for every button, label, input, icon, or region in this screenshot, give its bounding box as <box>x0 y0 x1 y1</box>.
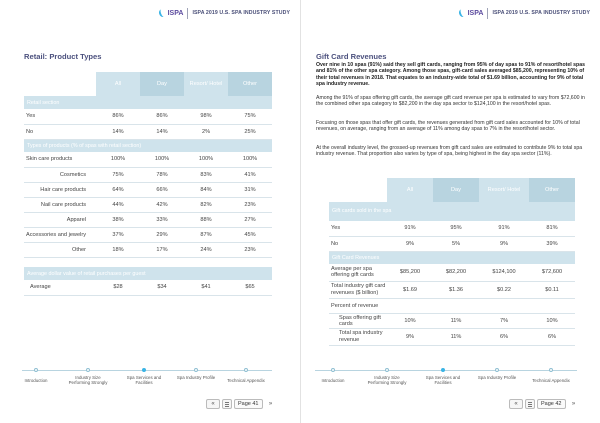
nav-item-spa-profile[interactable]: Spa Industry Profile <box>473 370 521 380</box>
table-row <box>329 236 575 251</box>
previous-page-button[interactable]: « <box>206 399 220 409</box>
contents-icon[interactable] <box>525 399 535 409</box>
ispa-logo-icon <box>458 8 467 18</box>
cell: 100% <box>140 152 184 167</box>
cell: $41 <box>184 280 228 295</box>
page-title: Gift Card Revenues <box>316 52 387 61</box>
cell: 88% <box>184 212 228 227</box>
nav-item-industry-size[interactable]: Industry Size Performing Strongly <box>363 370 411 385</box>
table-row <box>329 221 575 236</box>
nav-dot-icon <box>86 368 90 372</box>
row-label: Other <box>24 242 96 257</box>
cell: 27% <box>228 212 272 227</box>
nav-dot-icon <box>441 368 445 372</box>
cell: $85,200 <box>387 264 433 281</box>
retail-product-types-table <box>24 72 272 296</box>
cell: 11% <box>433 328 479 345</box>
nav-dot-icon <box>549 368 553 372</box>
next-page-button[interactable]: » <box>268 401 273 407</box>
cell: 42% <box>140 197 184 212</box>
nav-item-spa-profile[interactable]: Spa Industry Profile <box>172 370 220 380</box>
cell: $72,600 <box>529 264 575 281</box>
row-label: Percent of revenue <box>329 298 575 313</box>
cell: 2% <box>184 124 228 139</box>
table-row <box>24 152 272 167</box>
nav-dot-icon <box>495 368 499 372</box>
cell: 29% <box>140 227 184 242</box>
section-label: Gift cards sold in the spa <box>329 202 575 221</box>
nav-dot-icon <box>385 368 389 372</box>
cell: 17% <box>140 242 184 257</box>
cell: $34 <box>140 280 184 295</box>
table-row <box>24 109 272 124</box>
table-row <box>24 242 272 257</box>
previous-page-button[interactable]: « <box>509 399 523 409</box>
cell: $124,100 <box>479 264 529 281</box>
study-title: ISPA 2019 U.S. SPA INDUSTRY STUDY <box>192 10 290 16</box>
logo-text: ISPA <box>167 9 184 17</box>
cell: 11% <box>433 313 479 328</box>
table-header-row <box>329 178 575 202</box>
cell: 9% <box>387 328 433 345</box>
ispa-logo-icon <box>158 8 167 18</box>
cell: 24% <box>184 242 228 257</box>
section-label: Types of products (% of spas with retail section) <box>24 139 272 152</box>
contents-icon[interactable] <box>222 399 232 409</box>
cell: 95% <box>433 221 479 236</box>
col-header: Resort/ Hotel <box>184 72 228 96</box>
cell: 87% <box>184 227 228 242</box>
cell: 39% <box>529 236 575 251</box>
cell: 10% <box>387 313 433 328</box>
nav-item-spa-services[interactable]: Spa Services and Facilities <box>120 370 168 385</box>
row-label: Cosmetics <box>24 167 96 182</box>
row-label: Hair care products <box>24 182 96 197</box>
col-header: Resort/ Hotel <box>479 178 529 202</box>
page-number: Page 41 <box>234 399 263 409</box>
section-label: Retail section <box>24 96 272 109</box>
cell: 23% <box>228 197 272 212</box>
cell: $82,200 <box>433 264 479 281</box>
cell: $28 <box>96 280 140 295</box>
nav-item-introduction[interactable]: Introduction <box>12 370 60 383</box>
cell: 100% <box>228 152 272 167</box>
nav-dot-icon <box>244 368 248 372</box>
cell: $0.11 <box>529 281 575 298</box>
row-label: Spas offering gift cards <box>329 313 387 328</box>
row-label: Average per spa offering gift cards <box>329 264 387 281</box>
col-header: Day <box>140 72 184 96</box>
nav-item-technical-appendix[interactable]: Technical Appendix <box>222 370 270 383</box>
section-nav <box>22 370 272 400</box>
cell: $65 <box>228 280 272 295</box>
cell: 14% <box>140 124 184 139</box>
cell: 37% <box>96 227 140 242</box>
cell: 6% <box>479 328 529 345</box>
cell: $1.69 <box>387 281 433 298</box>
row-label: Average <box>24 280 96 295</box>
cell: 41% <box>228 167 272 182</box>
study-title: ISPA 2019 U.S. SPA INDUSTRY STUDY <box>492 10 590 16</box>
logo-text: ISPA <box>467 9 484 17</box>
section-row <box>24 139 272 152</box>
row-label: Accessories and jewelry <box>24 227 96 242</box>
paragraph: Focusing on those spas that offer gift cards, the revenues generated from gift card sales accounted for 10% of total revenues, on average, ranging from an average of 11% among day spas to 7% in the resort/hotel sector. <box>316 120 580 133</box>
cell: $1.36 <box>433 281 479 298</box>
nav-item-introduction[interactable]: Introduction <box>309 370 357 383</box>
table-row <box>24 124 272 139</box>
row-label: Yes <box>24 109 96 124</box>
cell: 66% <box>140 182 184 197</box>
cell: 75% <box>228 109 272 124</box>
cell: 14% <box>96 124 140 139</box>
section-label: Average dollar value of retail purchases per guest <box>24 267 272 280</box>
table-row <box>24 227 272 242</box>
cell: $0.22 <box>479 281 529 298</box>
cell: 86% <box>140 109 184 124</box>
col-header: Other <box>529 178 575 202</box>
section-row <box>329 251 575 264</box>
table-row <box>24 197 272 212</box>
cell: 10% <box>529 313 575 328</box>
cell: 78% <box>140 167 184 182</box>
paragraph: Among the 91% of spas offering gift cards, the average gift card revenue per spa is estimated to vary from $72,600 in the combined other spa category to $82,200 in the day spa sector to $124,100 in the resort/hotel spas. <box>316 95 585 108</box>
row-label: Apparel <box>24 212 96 227</box>
row-label: Yes <box>329 221 387 236</box>
cell: 81% <box>529 221 575 236</box>
ispa-logo <box>458 8 484 18</box>
table-row <box>24 280 272 295</box>
page-title: Retail: Product Types <box>24 52 102 61</box>
paragraph-summary: Over nine in 10 spas (91%) said they sell gift cards, ranging from 95% of day spas to 91% of resort/hotel spas and 81% of the other spa category. Among those spas, gift-card sales averaged $85,200, representing 10% of their total revenues in 2018. That equates to an industry-wide total of $1.69 billion, accounting for 9% of total spa industry revenue. <box>316 62 585 87</box>
section-row <box>24 96 272 109</box>
table-row <box>24 182 272 197</box>
cell: 33% <box>140 212 184 227</box>
section-nav <box>315 370 577 400</box>
cell: 23% <box>228 242 272 257</box>
cell: 75% <box>96 167 140 182</box>
cell: 45% <box>228 227 272 242</box>
row-label: No <box>24 124 96 139</box>
section-label: Gift Card Revenues <box>329 251 575 264</box>
cell: 91% <box>387 221 433 236</box>
cell: 31% <box>228 182 272 197</box>
paragraph: At the overall industry level, the grossed-up revenues from gift card sales are estimated to contribute 9% to total spa industry revenue. That proportion also varies by type of spa, being highest in the day spa sector (11%). <box>316 145 583 158</box>
cell: 7% <box>479 313 529 328</box>
page-header <box>158 4 290 22</box>
gift-card-table <box>329 178 575 346</box>
table-header-row <box>24 72 272 96</box>
cell: 18% <box>96 242 140 257</box>
cell: 91% <box>479 221 529 236</box>
cell: 9% <box>479 236 529 251</box>
cell: 25% <box>228 124 272 139</box>
section-row <box>24 267 272 280</box>
nav-dot-icon <box>34 368 38 372</box>
row-label: Nail care products <box>24 197 96 212</box>
row-label: Total industry gift card revenues ($ billion) <box>329 281 387 298</box>
row-label: No <box>329 236 387 251</box>
pager <box>509 397 580 411</box>
cell: 9% <box>387 236 433 251</box>
cell: 5% <box>433 236 479 251</box>
page-header <box>458 4 590 22</box>
cell: 86% <box>96 109 140 124</box>
col-header: All <box>96 72 140 96</box>
table-row <box>329 281 575 298</box>
row-label: Total spa industry revenue <box>329 328 387 345</box>
table-row <box>329 264 575 281</box>
col-header: Day <box>433 178 479 202</box>
cell: 64% <box>96 182 140 197</box>
page-number: Page 42 <box>537 399 566 409</box>
cell: 98% <box>184 109 228 124</box>
nav-dot-icon <box>142 368 146 372</box>
ispa-logo <box>158 8 184 18</box>
table-row <box>329 298 575 313</box>
section-row <box>329 202 575 221</box>
pager <box>206 397 277 411</box>
cell: 82% <box>184 197 228 212</box>
cell: 83% <box>184 167 228 182</box>
next-page-button[interactable]: » <box>571 401 576 407</box>
header-divider <box>187 8 188 19</box>
col-header: All <box>387 178 433 202</box>
nav-dot-icon <box>194 368 198 372</box>
cell: 38% <box>96 212 140 227</box>
cell: 100% <box>96 152 140 167</box>
col-header: Other <box>228 72 272 96</box>
cell: 6% <box>529 328 575 345</box>
cell: 84% <box>184 182 228 197</box>
header-divider <box>487 8 488 19</box>
page-right <box>300 0 600 423</box>
nav-dot-icon <box>331 368 335 372</box>
nav-item-spa-services[interactable]: Spa Services and Facilities <box>419 370 467 385</box>
table-row <box>24 212 272 227</box>
nav-item-industry-size[interactable]: Industry Size Performing Strongly <box>64 370 112 385</box>
row-label: Skin care products <box>24 152 96 167</box>
cell: 44% <box>96 197 140 212</box>
table-row <box>24 167 272 182</box>
table-row <box>329 313 575 328</box>
nav-item-technical-appendix[interactable]: Technical Appendix <box>527 370 575 383</box>
cell: 100% <box>184 152 228 167</box>
table-row <box>329 328 575 345</box>
